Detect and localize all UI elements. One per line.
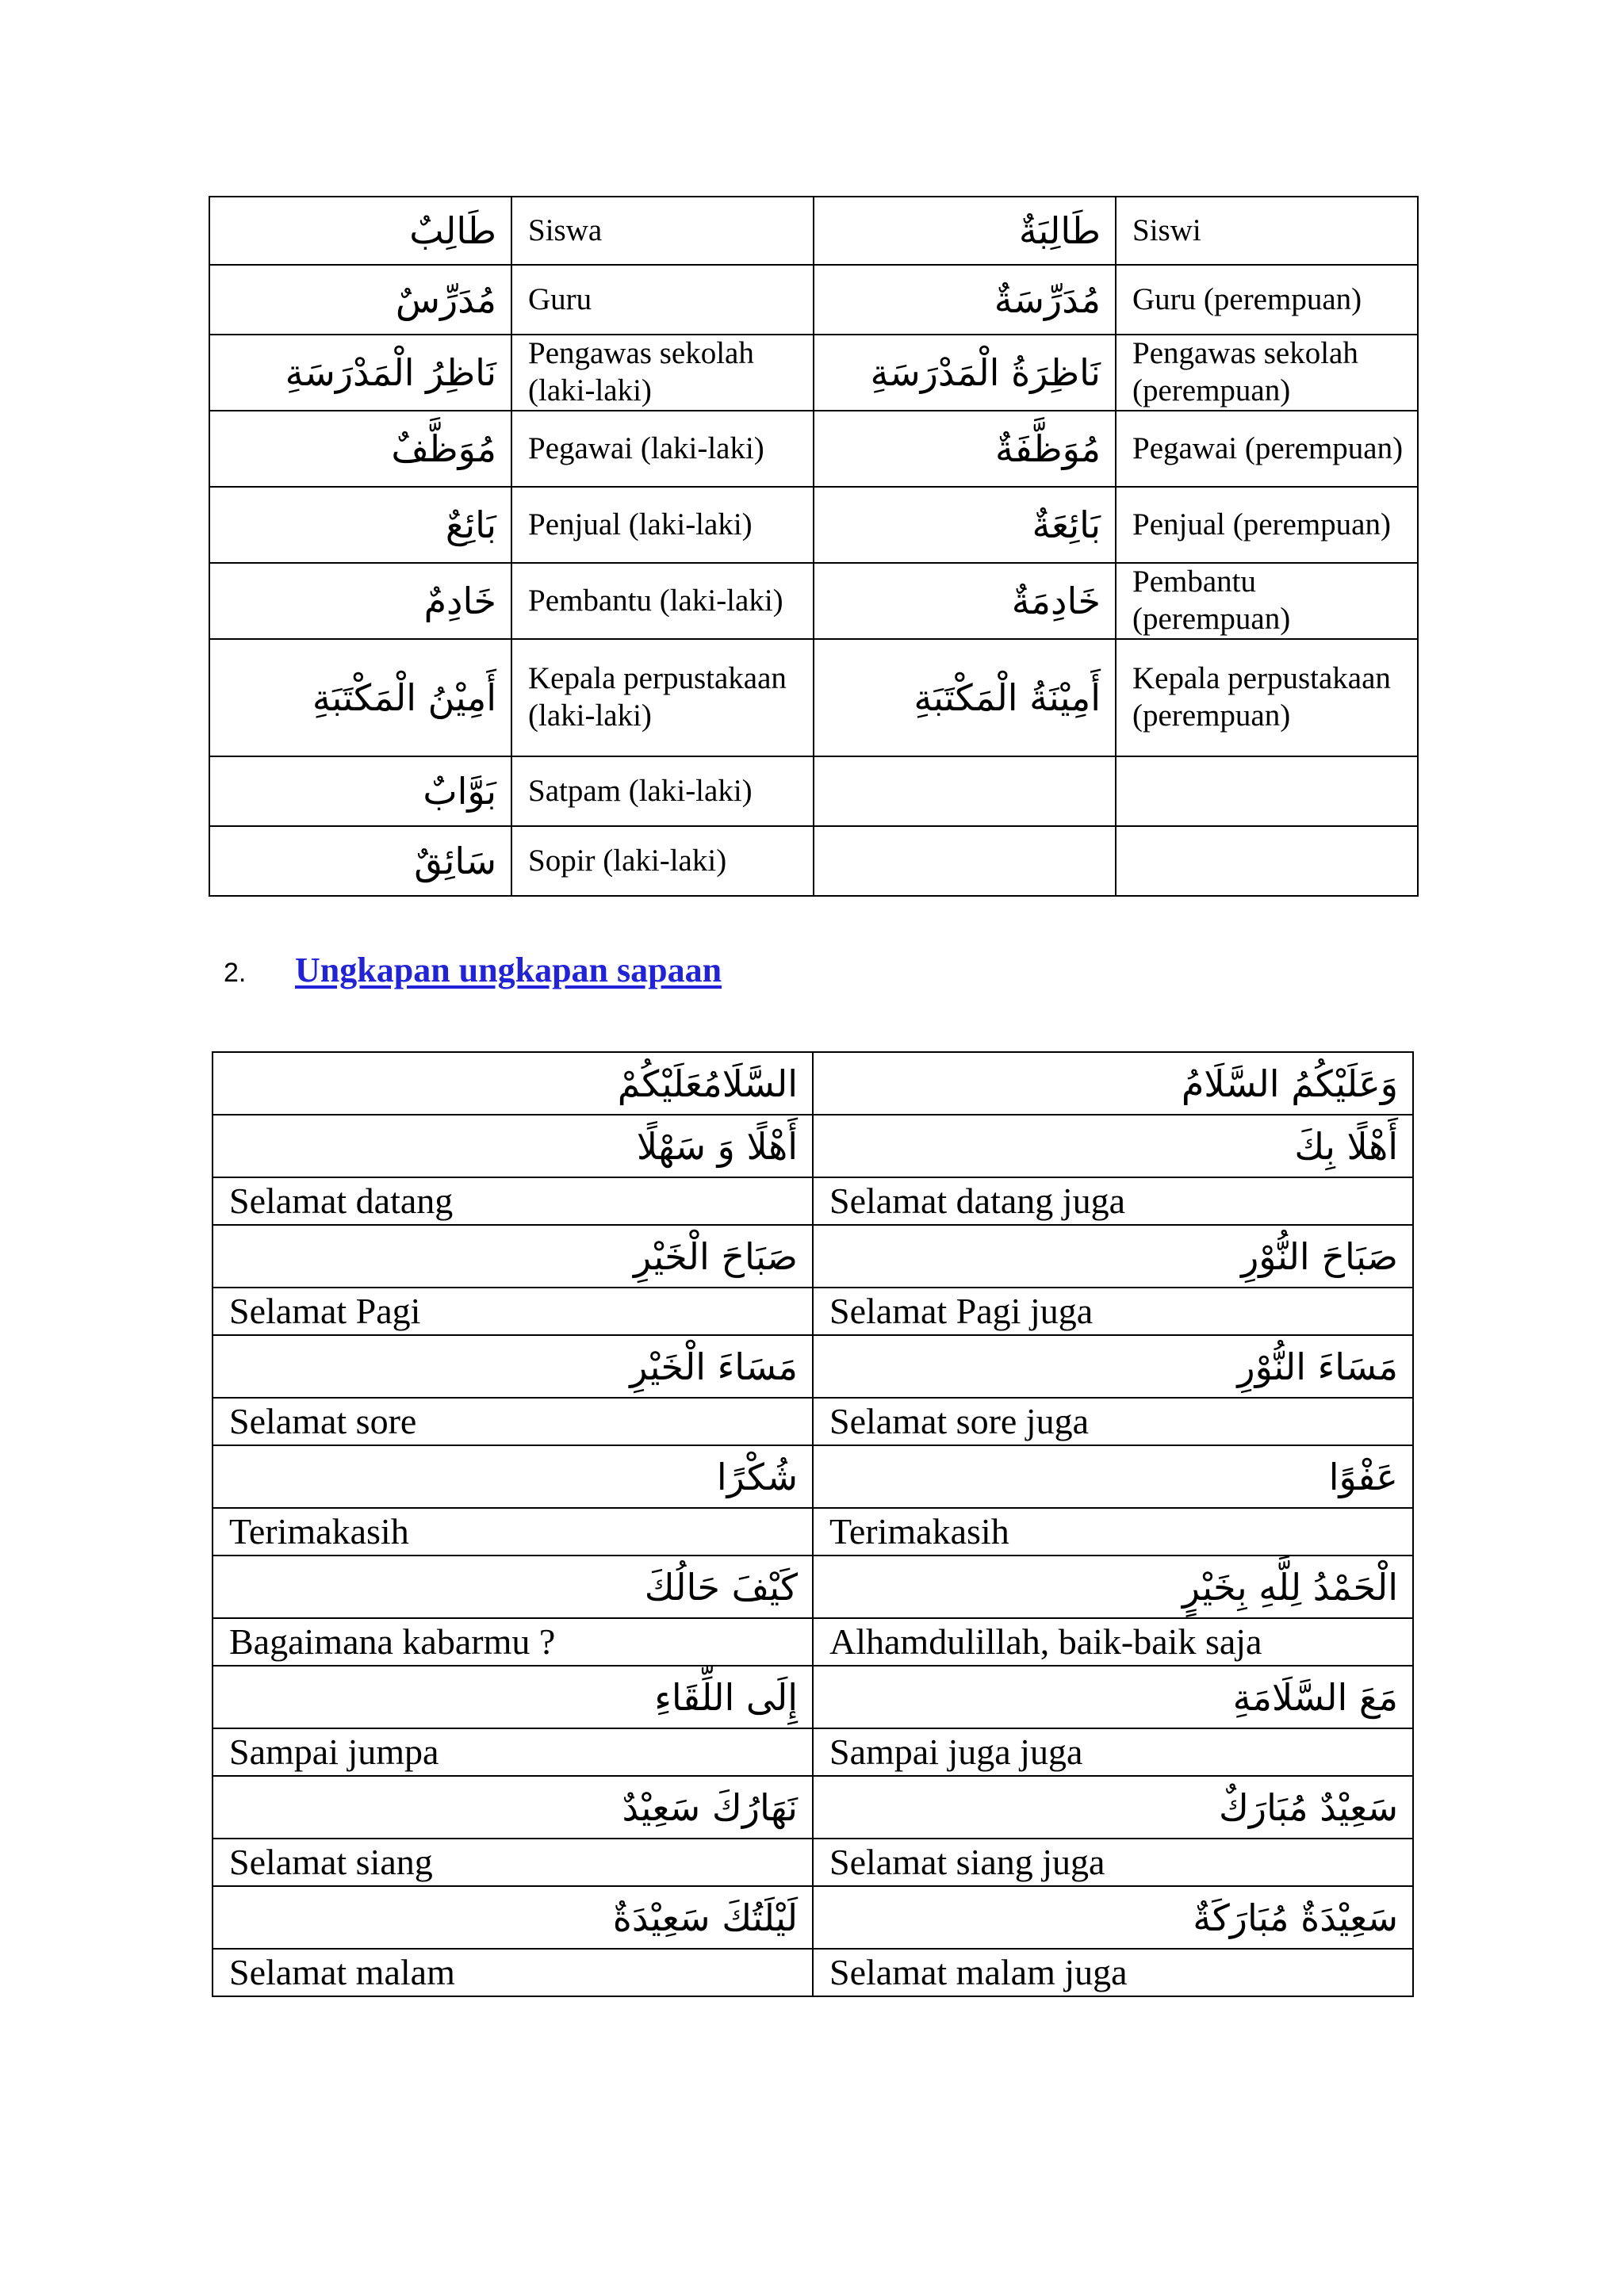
greeting-translation-right-cell: Terimakasih <box>813 1508 1413 1556</box>
greeting-translation-row <box>213 1728 1413 1776</box>
greeting-translation-right-cell: Selamat siang juga <box>813 1839 1413 1886</box>
indonesian-masculine-cell: Pembantu (laki-laki) <box>511 563 814 639</box>
greeting-translation-right-cell: Selamat Pagi juga <box>813 1288 1413 1335</box>
greeting-translation-right-cell: Alhamdulillah, baik-baik saja <box>813 1618 1413 1666</box>
arabic-feminine-cell <box>814 826 1116 896</box>
greeting-arabic-left-cell: إِلَى اللِّقَاءِ <box>213 1666 813 1728</box>
vocabulary-row <box>209 563 1418 639</box>
arabic-masculine-cell: مُوَظَّفٌ <box>209 411 511 487</box>
indonesian-masculine-cell: Sopir (laki-laki) <box>511 826 814 896</box>
greeting-arabic-left-cell: السَّلَامُعَلَيْكُمْ <box>213 1052 813 1115</box>
greeting-translation-row <box>213 1949 1413 1996</box>
greeting-arabic-right-cell: عَفْوًا <box>813 1445 1413 1508</box>
indonesian-feminine-cell: Siswi <box>1116 197 1418 265</box>
greeting-translation-row <box>213 1398 1413 1445</box>
greeting-arabic-left-cell: لَيْلَتُكَ سَعِيْدَةٌ <box>213 1886 813 1949</box>
vocabulary-table-body <box>209 197 1418 896</box>
arabic-masculine-cell: بَوَّابٌ <box>209 756 511 826</box>
vocabulary-row <box>209 756 1418 826</box>
arabic-feminine-cell: أَمِيْنَةُ الْمَكْتَبَةِ <box>814 639 1116 756</box>
vocabulary-row <box>209 335 1418 411</box>
arabic-feminine-cell: بَائِعَةٌ <box>814 487 1116 563</box>
greeting-arabic-left-cell: نَهَارُكَ سَعِيْدٌ <box>213 1776 813 1839</box>
greeting-translation-left-cell: Selamat Pagi <box>213 1288 813 1335</box>
section-heading <box>224 950 722 990</box>
greeting-arabic-right-cell: صَبَاحَ النُّوْرِ <box>813 1225 1413 1288</box>
indonesian-masculine-cell: Pegawai (laki-laki) <box>511 411 814 487</box>
vocabulary-row <box>209 639 1418 756</box>
vocabulary-row <box>209 411 1418 487</box>
greeting-arabic-left-cell: مَسَاءَ الْخَيْرِ <box>213 1335 813 1398</box>
indonesian-masculine-cell: Penjual (laki-laki) <box>511 487 814 563</box>
section-number: 2. <box>224 958 247 988</box>
greeting-translation-right-cell: Selamat datang juga <box>813 1177 1413 1225</box>
greeting-translation-left-cell: Selamat siang <box>213 1839 813 1886</box>
greeting-arabic-right-cell: سَعِيْدَةٌ مُبَارَكَةٌ <box>813 1886 1413 1949</box>
arabic-feminine-cell <box>814 756 1116 826</box>
greeting-arabic-right-cell: الْحَمْدُ لِلَّهِ بِخَيْرٍ <box>813 1556 1413 1618</box>
indonesian-masculine-cell: Guru <box>511 265 814 335</box>
indonesian-feminine-cell: Pembantu (perempuan) <box>1116 563 1418 639</box>
arabic-masculine-cell: أَمِيْنُ الْمَكْتَبَةِ <box>209 639 511 756</box>
greetings-table-body <box>213 1052 1413 1996</box>
greeting-translation-right-cell: Selamat malam juga <box>813 1949 1413 1996</box>
greeting-arabic-row <box>213 1886 1413 1949</box>
indonesian-masculine-cell: Pengawas sekolah (laki-laki) <box>511 335 814 411</box>
greeting-arabic-row <box>213 1776 1413 1839</box>
greeting-arabic-left-cell: شُكْرًا <box>213 1445 813 1508</box>
greeting-translation-left-cell: Terimakasih <box>213 1508 813 1556</box>
indonesian-feminine-cell: Pengawas sekolah (perempuan) <box>1116 335 1418 411</box>
arabic-feminine-cell: مُدَرِّسَةٌ <box>814 265 1116 335</box>
greeting-arabic-row <box>213 1445 1413 1508</box>
vocabulary-row <box>209 197 1418 265</box>
greeting-arabic-row <box>213 1335 1413 1398</box>
greeting-translation-row <box>213 1508 1413 1556</box>
arabic-masculine-cell: سَائِقٌ <box>209 826 511 896</box>
arabic-feminine-cell: نَاظِرَةُ الْمَدْرَسَةِ <box>814 335 1116 411</box>
indonesian-feminine-cell: Pegawai (perempuan) <box>1116 411 1418 487</box>
greeting-arabic-row <box>213 1225 1413 1288</box>
arabic-masculine-cell: خَادِمٌ <box>209 563 511 639</box>
greeting-translation-left-cell: Sampai jumpa <box>213 1728 813 1776</box>
greeting-arabic-left-cell: كَيْفَ حَالُكَ <box>213 1556 813 1618</box>
greeting-arabic-row <box>213 1115 1413 1177</box>
greeting-translation-row <box>213 1177 1413 1225</box>
greeting-arabic-right-cell: مَسَاءَ النُّوْرِ <box>813 1335 1413 1398</box>
indonesian-masculine-cell: Kepala perpustakaan (laki-laki) <box>511 639 814 756</box>
greetings-table <box>212 1051 1414 1997</box>
greeting-translation-left-cell: Bagaimana kabarmu ? <box>213 1618 813 1666</box>
greeting-arabic-right-cell: مَعَ السَّلَامَةِ <box>813 1666 1413 1728</box>
indonesian-feminine-cell: Kepala perpustakaan (perempuan) <box>1116 639 1418 756</box>
arabic-masculine-cell: مُدَرِّسٌ <box>209 265 511 335</box>
greeting-arabic-right-cell: أَهْلًا بِكَ <box>813 1115 1413 1177</box>
vocabulary-row <box>209 265 1418 335</box>
greeting-arabic-right-cell: وَعَلَيْكُمُ السَّلَامُ <box>813 1052 1413 1115</box>
vocabulary-row <box>209 487 1418 563</box>
greeting-arabic-left-cell: أَهْلًا وَ سَهْلًا <box>213 1115 813 1177</box>
indonesian-feminine-cell: Guru (perempuan) <box>1116 265 1418 335</box>
arabic-feminine-cell: مُوَظَّفَةٌ <box>814 411 1116 487</box>
greeting-translation-row <box>213 1618 1413 1666</box>
arabic-feminine-cell: خَادِمَةٌ <box>814 563 1116 639</box>
indonesian-masculine-cell: Siswa <box>511 197 814 265</box>
greeting-arabic-row <box>213 1556 1413 1618</box>
greeting-arabic-right-cell: سَعِيْدٌ مُبَارَكٌ <box>813 1776 1413 1839</box>
section-title-link[interactable]: Ungkapan ungkapan sapaan <box>295 951 722 989</box>
greeting-translation-row <box>213 1839 1413 1886</box>
arabic-masculine-cell: نَاظِرُ الْمَدْرَسَةِ <box>209 335 511 411</box>
greeting-translation-left-cell: Selamat datang <box>213 1177 813 1225</box>
greeting-translation-row <box>213 1288 1413 1335</box>
greeting-arabic-left-cell: صَبَاحَ الْخَيْرِ <box>213 1225 813 1288</box>
greeting-translation-left-cell: Selamat malam <box>213 1949 813 1996</box>
arabic-feminine-cell: طَالِبَةٌ <box>814 197 1116 265</box>
indonesian-feminine-cell <box>1116 756 1418 826</box>
indonesian-feminine-cell <box>1116 826 1418 896</box>
greeting-translation-right-cell: Sampai juga juga <box>813 1728 1413 1776</box>
greeting-arabic-row <box>213 1666 1413 1728</box>
arabic-masculine-cell: طَالِبٌ <box>209 197 511 265</box>
vocabulary-row <box>209 826 1418 896</box>
greeting-translation-right-cell: Selamat sore juga <box>813 1398 1413 1445</box>
vocabulary-table <box>209 196 1419 897</box>
greeting-translation-left-cell: Selamat sore <box>213 1398 813 1445</box>
greeting-arabic-row <box>213 1052 1413 1115</box>
indonesian-feminine-cell: Penjual (perempuan) <box>1116 487 1418 563</box>
arabic-masculine-cell: بَائِعٌ <box>209 487 511 563</box>
indonesian-masculine-cell: Satpam (laki-laki) <box>511 756 814 826</box>
